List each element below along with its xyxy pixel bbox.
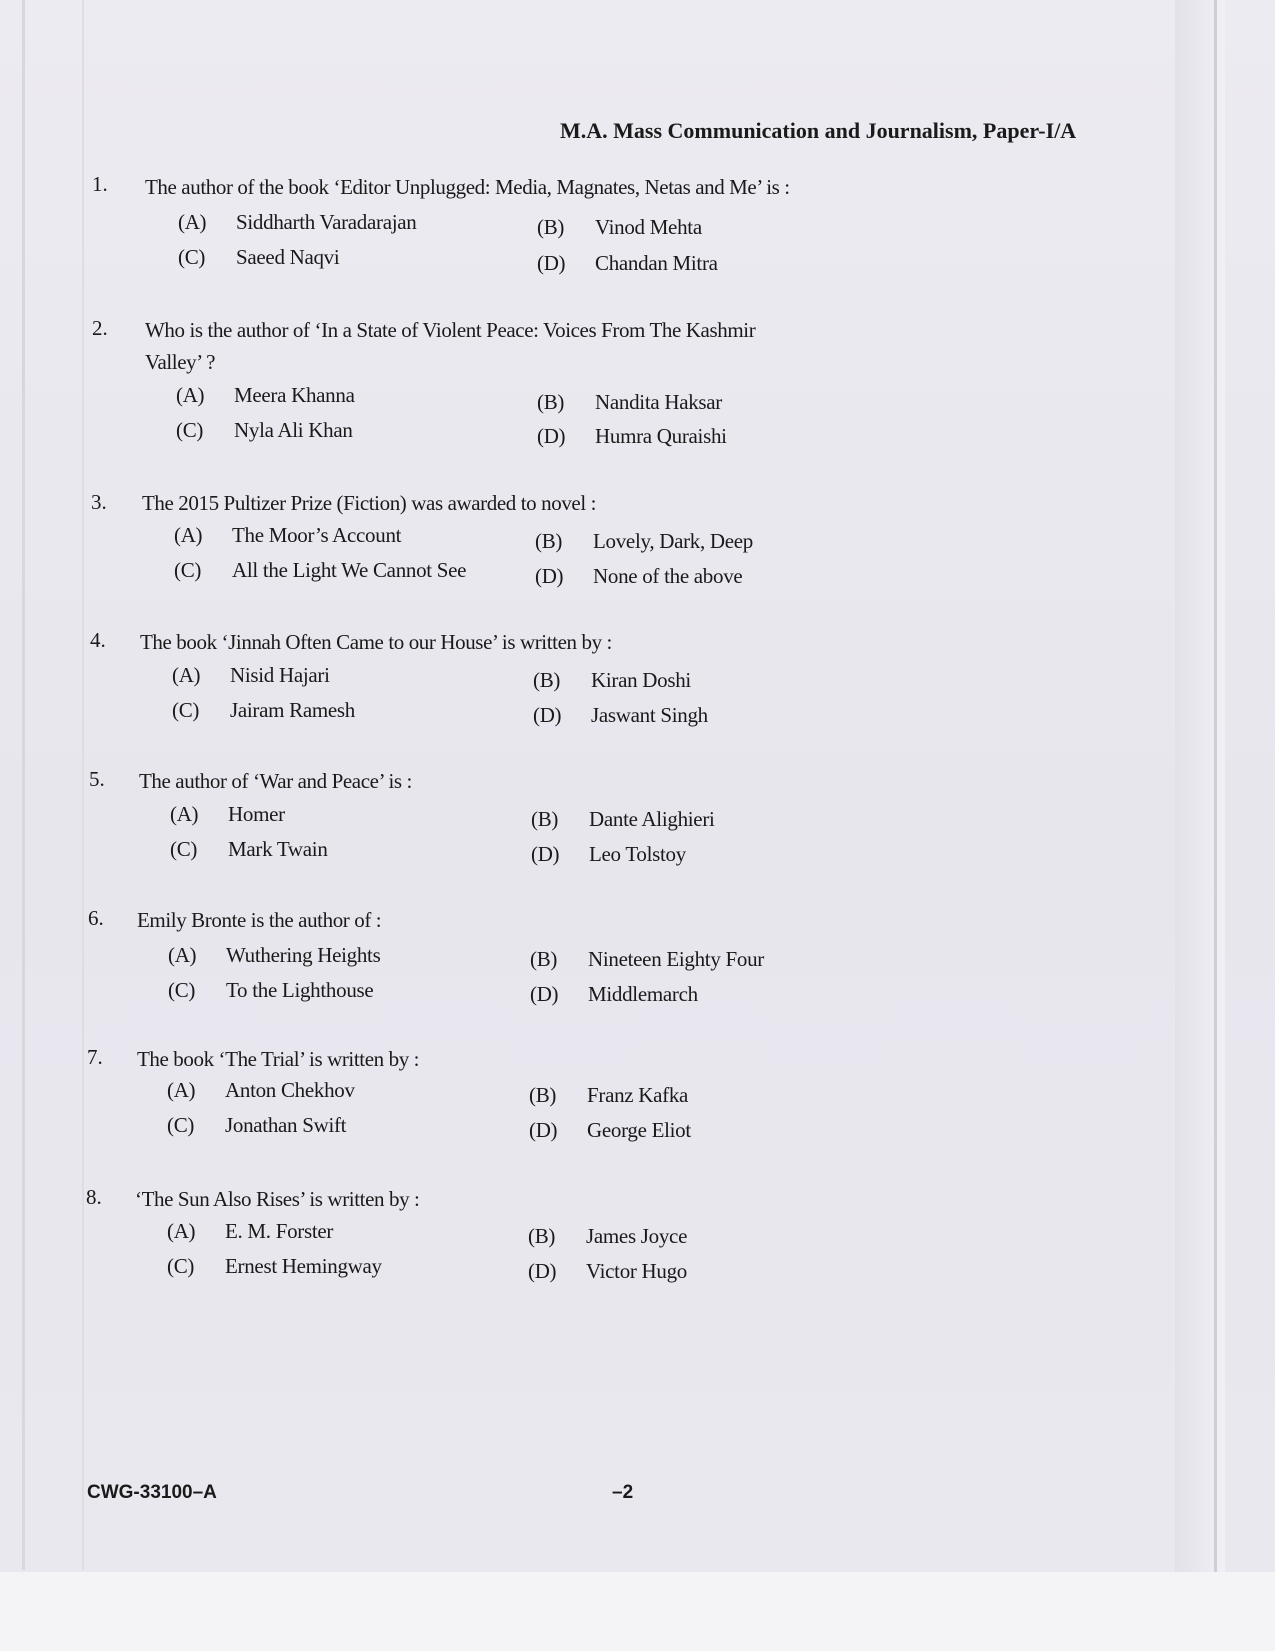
option-text: Siddharth Varadarajan xyxy=(236,210,417,234)
question-text: The book ‘Jinnah Often Came to our House’ is written by : xyxy=(140,630,612,654)
option-b xyxy=(533,668,691,693)
option-label: (C) xyxy=(170,837,198,861)
option-text: Ernest Hemingway xyxy=(225,1254,382,1278)
option-label: (B) xyxy=(530,947,558,971)
option-label: (B) xyxy=(537,215,565,239)
option-label: (A) xyxy=(170,802,199,826)
option-text: Nyla Ali Khan xyxy=(234,418,353,442)
option-label: (C) xyxy=(167,1254,195,1278)
option-b xyxy=(529,1083,688,1108)
question-number: 3. xyxy=(91,490,107,514)
option-a xyxy=(168,943,380,968)
option-text: Wuthering Heights xyxy=(226,943,381,967)
option-b xyxy=(530,947,764,972)
option-label: (C) xyxy=(174,558,202,582)
question-text: Emily Bronte is the author of : xyxy=(137,908,382,932)
option-text: All the Light We Cannot See xyxy=(232,558,467,582)
option-c xyxy=(178,245,339,270)
page-edge-shadow xyxy=(1175,0,1225,1651)
option-d xyxy=(537,424,727,449)
option-label: (A) xyxy=(172,663,201,687)
option-label: (D) xyxy=(531,842,560,866)
option-b xyxy=(537,215,702,240)
scan-bottom-band xyxy=(0,1572,1275,1651)
option-label: (A) xyxy=(174,523,203,547)
option-label: (D) xyxy=(533,703,562,727)
page-edge-shadow xyxy=(22,0,25,1570)
option-label: (C) xyxy=(178,245,206,269)
option-text: The Moor’s Account xyxy=(232,523,402,547)
option-text: Jairam Ramesh xyxy=(230,698,355,722)
option-c xyxy=(170,837,328,862)
page-edge-shadow xyxy=(82,0,84,1570)
page-edge-line xyxy=(1214,0,1217,1651)
option-text: Lovely, Dark, Deep xyxy=(593,529,754,553)
option-d xyxy=(530,982,698,1007)
question-number: 4. xyxy=(90,628,106,652)
option-label: (D) xyxy=(535,564,564,588)
option-text: Leo Tolstoy xyxy=(589,842,686,866)
option-b xyxy=(531,807,715,832)
question-number: 5. xyxy=(89,767,105,791)
option-label: (B) xyxy=(531,807,559,831)
question-text: The book ‘The Trial’ is written by : xyxy=(137,1047,420,1071)
option-text: Homer xyxy=(228,802,285,826)
option-text: None of the above xyxy=(593,564,743,588)
option-a xyxy=(174,523,401,548)
option-c xyxy=(167,1254,382,1279)
option-label: (A) xyxy=(178,210,207,234)
option-text: Saeed Naqvi xyxy=(236,245,340,269)
option-text: Middlemarch xyxy=(588,982,698,1006)
option-label: (A) xyxy=(167,1078,196,1102)
question-text: The author of ‘War and Peace’ is : xyxy=(139,769,412,793)
option-a xyxy=(167,1078,355,1103)
question-number: 1. xyxy=(92,172,108,196)
option-text: Vinod Mehta xyxy=(595,215,702,239)
question-text: Who is the author of ‘In a State of Violent Peace: Voices From The Kashmir xyxy=(145,318,756,342)
option-c xyxy=(172,698,355,723)
paper-title: M.A. Mass Communication and Journalism, Paper-I/A xyxy=(560,118,1077,143)
option-b xyxy=(528,1224,687,1249)
question-number: 6. xyxy=(88,906,104,930)
option-d xyxy=(529,1118,691,1143)
option-text: Jonathan Swift xyxy=(225,1113,347,1137)
option-text: Nandita Haksar xyxy=(595,390,722,414)
option-label: (C) xyxy=(167,1113,195,1137)
option-label: (B) xyxy=(537,390,565,414)
option-text: Humra Quraishi xyxy=(595,424,727,448)
option-text: Kiran Doshi xyxy=(591,668,691,692)
question-text-continued: Valley’ ? xyxy=(145,350,216,374)
option-a xyxy=(167,1219,333,1244)
option-label: (B) xyxy=(535,529,563,553)
option-c xyxy=(174,558,466,583)
option-label: (D) xyxy=(528,1259,557,1283)
option-label: (A) xyxy=(168,943,197,967)
option-text: Jaswant Singh xyxy=(591,703,708,727)
option-b xyxy=(537,390,722,415)
option-d xyxy=(528,1259,687,1284)
option-label: (C) xyxy=(168,978,196,1002)
option-label: (C) xyxy=(176,418,204,442)
option-a xyxy=(172,663,330,688)
option-text: E. M. Forster xyxy=(225,1219,334,1243)
question-number: 8. xyxy=(86,1185,102,1209)
question-number: 7. xyxy=(87,1045,103,1069)
option-text: George Eliot xyxy=(587,1118,691,1142)
option-label: (A) xyxy=(176,383,205,407)
option-label: (D) xyxy=(529,1118,558,1142)
option-text: Anton Chekhov xyxy=(225,1078,355,1102)
option-text: Mark Twain xyxy=(228,837,328,861)
option-a xyxy=(176,383,355,408)
question-text: ‘The Sun Also Rises’ is written by : xyxy=(135,1187,420,1211)
option-d xyxy=(537,251,718,276)
option-label: (D) xyxy=(530,982,559,1006)
question-number: 2. xyxy=(92,316,108,340)
option-label: (D) xyxy=(537,424,566,448)
option-c xyxy=(168,978,373,1003)
option-text: Nisid Hajari xyxy=(230,663,330,687)
option-text: Chandan Mitra xyxy=(595,251,718,275)
option-label: (B) xyxy=(529,1083,557,1107)
paper-code: CWG-33100–A xyxy=(87,1482,217,1503)
option-text: Victor Hugo xyxy=(586,1259,688,1283)
option-label: (D) xyxy=(537,251,566,275)
option-c xyxy=(176,418,353,443)
option-text: Franz Kafka xyxy=(587,1083,689,1107)
page-number: –2 xyxy=(612,1482,634,1503)
option-text: Meera Khanna xyxy=(234,383,355,407)
option-c xyxy=(167,1113,346,1138)
option-a xyxy=(170,802,285,827)
question-text: The 2015 Pultizer Prize (Fiction) was awarded to novel : xyxy=(142,491,597,515)
option-text: James Joyce xyxy=(586,1224,688,1248)
option-text: Dante Alighieri xyxy=(589,807,715,831)
option-text: To the Lighthouse xyxy=(226,978,374,1002)
option-text: Nineteen Eighty Four xyxy=(588,947,764,971)
option-label: (B) xyxy=(528,1224,556,1248)
option-d xyxy=(531,842,686,867)
option-d xyxy=(533,703,708,728)
option-b xyxy=(535,529,753,554)
option-label: (A) xyxy=(167,1219,196,1243)
option-a xyxy=(178,210,417,235)
question-text: The author of the book ‘Editor Unplugged: Media, Magnates, Netas and Me’ is : xyxy=(145,175,790,199)
option-d xyxy=(535,564,742,589)
option-label: (C) xyxy=(172,698,200,722)
option-label: (B) xyxy=(533,668,561,692)
